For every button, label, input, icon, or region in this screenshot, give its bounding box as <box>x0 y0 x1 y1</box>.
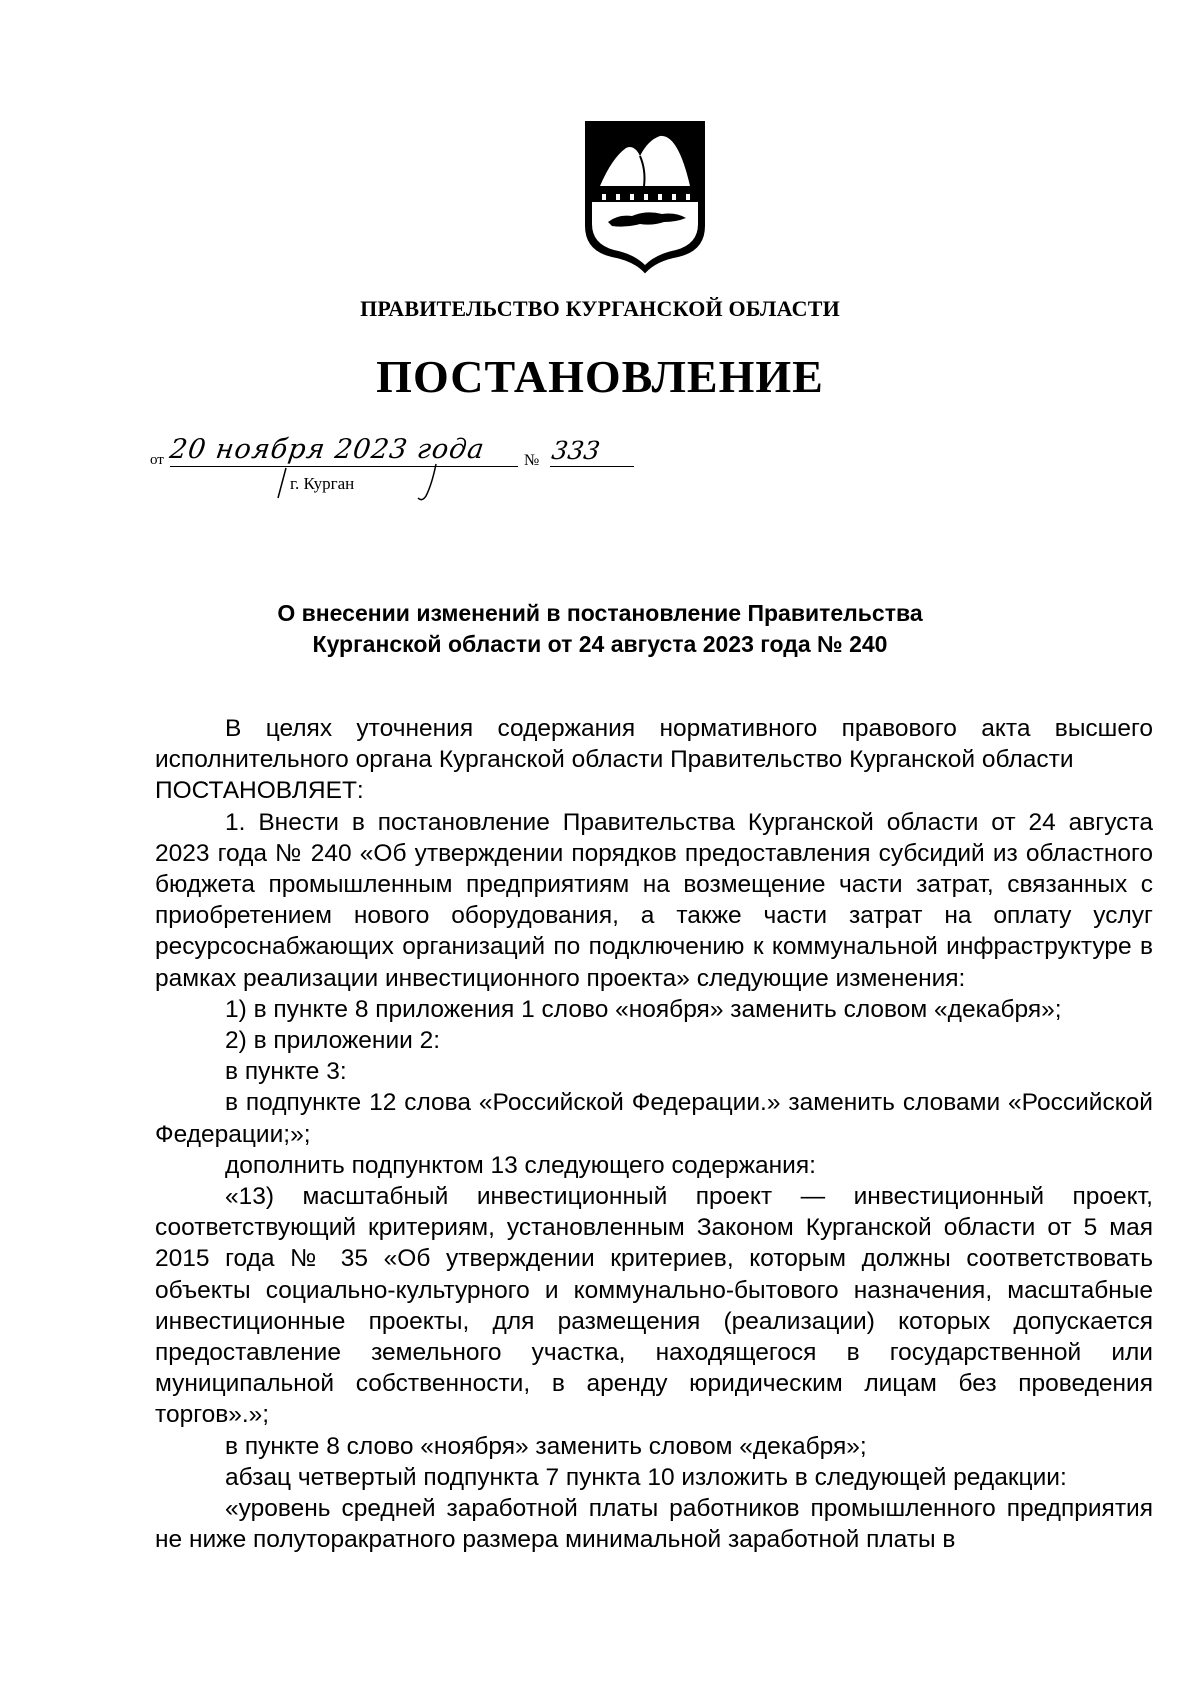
kurgan-coat-of-arms-icon <box>582 118 708 274</box>
number-sign: № <box>524 452 540 469</box>
date-prefix: от <box>150 452 164 468</box>
organization-name: ПРАВИТЕЛЬСТВО КУРГАНСКОЙ ОБЛАСТИ <box>360 296 840 321</box>
body-paragraph: в пункте 3: <box>225 1058 347 1086</box>
handwritten-date: 20 ноября 2023 года <box>167 434 487 465</box>
body-paragraph: дополнить подпунктом 13 следующего содержания: <box>225 1151 816 1179</box>
title-line-2: Курганской области от 24 августа 2023 года № 240 <box>312 631 888 657</box>
document-title <box>0 598 1200 660</box>
city-label: г. Курган <box>290 474 355 493</box>
body-paragraph: в подпункте 12 слова «Российской Федерации.» заменить словами «Российской Федерации;»; <box>155 1089 1153 1148</box>
handwritten-number: 333 <box>549 436 602 465</box>
body-paragraph: 1) в пункте 8 приложения 1 слово «ноября» заменить словом «декабря»; <box>225 995 1062 1023</box>
body-paragraph: 2) в приложении 2: <box>225 1027 441 1055</box>
body-paragraph: «13) масштабный инвестиционный проект — инвестиционный проект, соответствующий критериям, установленным Законом Курганской области от 5 мая 2015 года № 35 «Об утверждении критериев, которым должны соответствовать объекты социально-культурного и коммунально-бытового назначения, масштабные инвестиционные проекты, для размещения (реализации) которых допускается предоставление земельного участка, находящегося в государственной или муниципальной собственности, в аренду юридическим лицам без проведения торгов».»; <box>155 1183 1153 1429</box>
preamble-paragraph: В целях уточнения содержания нормативного правового акта высшего исполнительного органа Курганской области Правительство Курганской области <box>155 715 1153 774</box>
date-number-line <box>150 434 670 510</box>
document-type: ПОСТАНОВЛЕНИЕ <box>376 351 824 402</box>
body-paragraph: в пункте 8 слово «ноября» заменить словом «декабря»; <box>225 1432 867 1460</box>
body-paragraph: 1. Внести в постановление Правительства Курганской области от 24 августа 2023 года № 240 «Об утверждении порядков предоставления субсидий из областного бюджета промышленным предприятиям на возмещение части затрат, связанных с приобретением нового оборудования, а также части затрат на оплату услуг ресурсоснабжающих организаций по подключению к коммунальной инфраструктуре в рамках реализации инвестиционного проекта» следующие изменения: <box>155 808 1153 992</box>
handwriting-stroke-icon <box>150 440 670 510</box>
body-paragraph: «уровень средней заработной платы работников промышленного предприятия не ниже полуторакратного размера минимальной заработной платы в <box>155 1495 1153 1554</box>
document-body <box>155 713 1153 1555</box>
body-paragraph: абзац четвертый подпункта 7 пункта 10 изложить в следующей редакции: <box>225 1463 1067 1491</box>
resolves-label: ПОСТАНОВЛЯЕТ: <box>155 777 364 805</box>
title-line-1: О внесении изменений в постановление Правительства <box>277 600 923 626</box>
